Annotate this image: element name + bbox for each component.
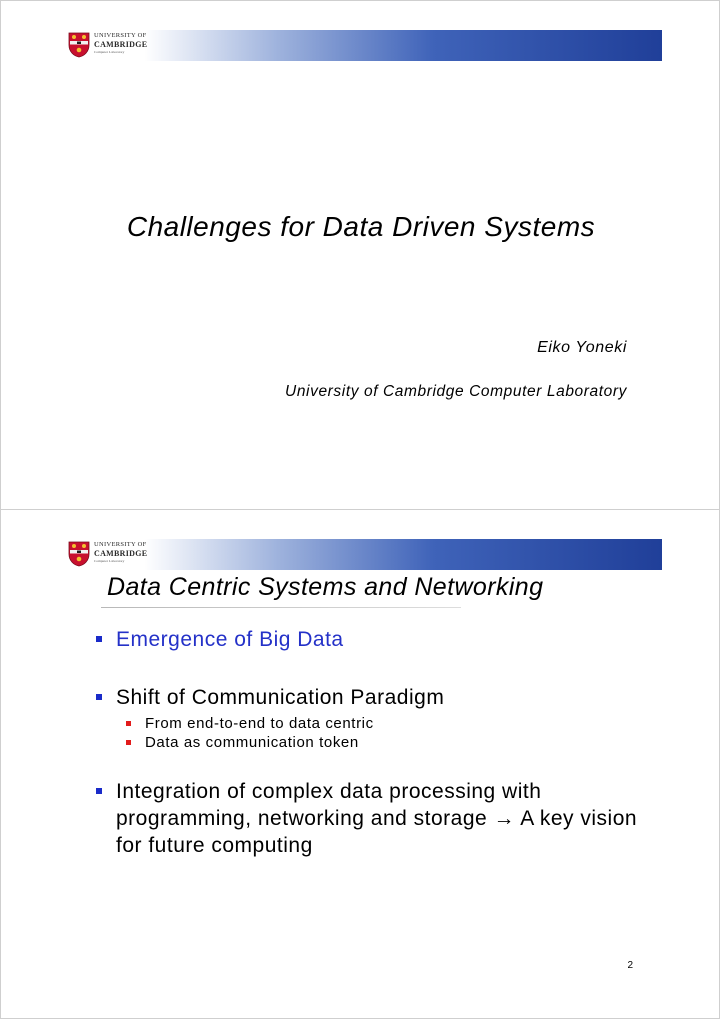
sub-bullet-list [96, 714, 656, 752]
bullet-item [96, 778, 656, 859]
slide-title: Data Centric Systems and Networking [107, 573, 544, 601]
author-affiliation: University of Cambridge Computer Laboratory [285, 383, 627, 400]
bullet-square-icon [96, 788, 102, 794]
sub-bullet-item [126, 733, 656, 752]
sub-bullet-square-icon [126, 721, 131, 726]
bullet-square-icon [96, 636, 102, 642]
university-line-3: Computer Laboratory [94, 558, 125, 563]
slide-2 [0, 509, 720, 1019]
presentation-title: Challenges for Data Driven Systems [126, 211, 596, 242]
page-number: 2 [627, 960, 633, 971]
header-banner [60, 539, 662, 570]
bullet-item [96, 684, 656, 711]
university-line-1: UNIVERSITY OF [94, 32, 147, 39]
cambridge-crest-icon [68, 32, 90, 58]
university-line-3: Computer Laboratory [94, 49, 125, 54]
bullet-square-icon [96, 694, 102, 700]
bullet-item [96, 626, 656, 653]
university-line-1: UNIVERSITY OF [94, 541, 147, 548]
author-name: Eiko Yoneki [537, 339, 627, 356]
bullet-text: Integration of complex data processing with programming, networking and storage → A key vision for future computing [116, 780, 638, 857]
bullet-text: Shift of Communication Paradigm [116, 686, 445, 709]
sub-bullet-text: Data as communication token [145, 734, 359, 751]
university-line-2: CAMBRIDGE [94, 548, 148, 558]
university-line-2: CAMBRIDGE [94, 39, 148, 49]
sub-bullet-item [126, 714, 656, 733]
title-divider [101, 607, 461, 608]
bullet-text: Emergence of Big Data [116, 628, 344, 651]
university-wordmark [94, 33, 147, 54]
sub-bullet-square-icon [126, 740, 131, 745]
header-banner [60, 30, 662, 61]
bullet-list [96, 626, 656, 859]
sub-bullet-text: From end-to-end to data centric [145, 715, 374, 732]
cambridge-crest-icon [68, 541, 90, 567]
university-wordmark [94, 542, 147, 563]
